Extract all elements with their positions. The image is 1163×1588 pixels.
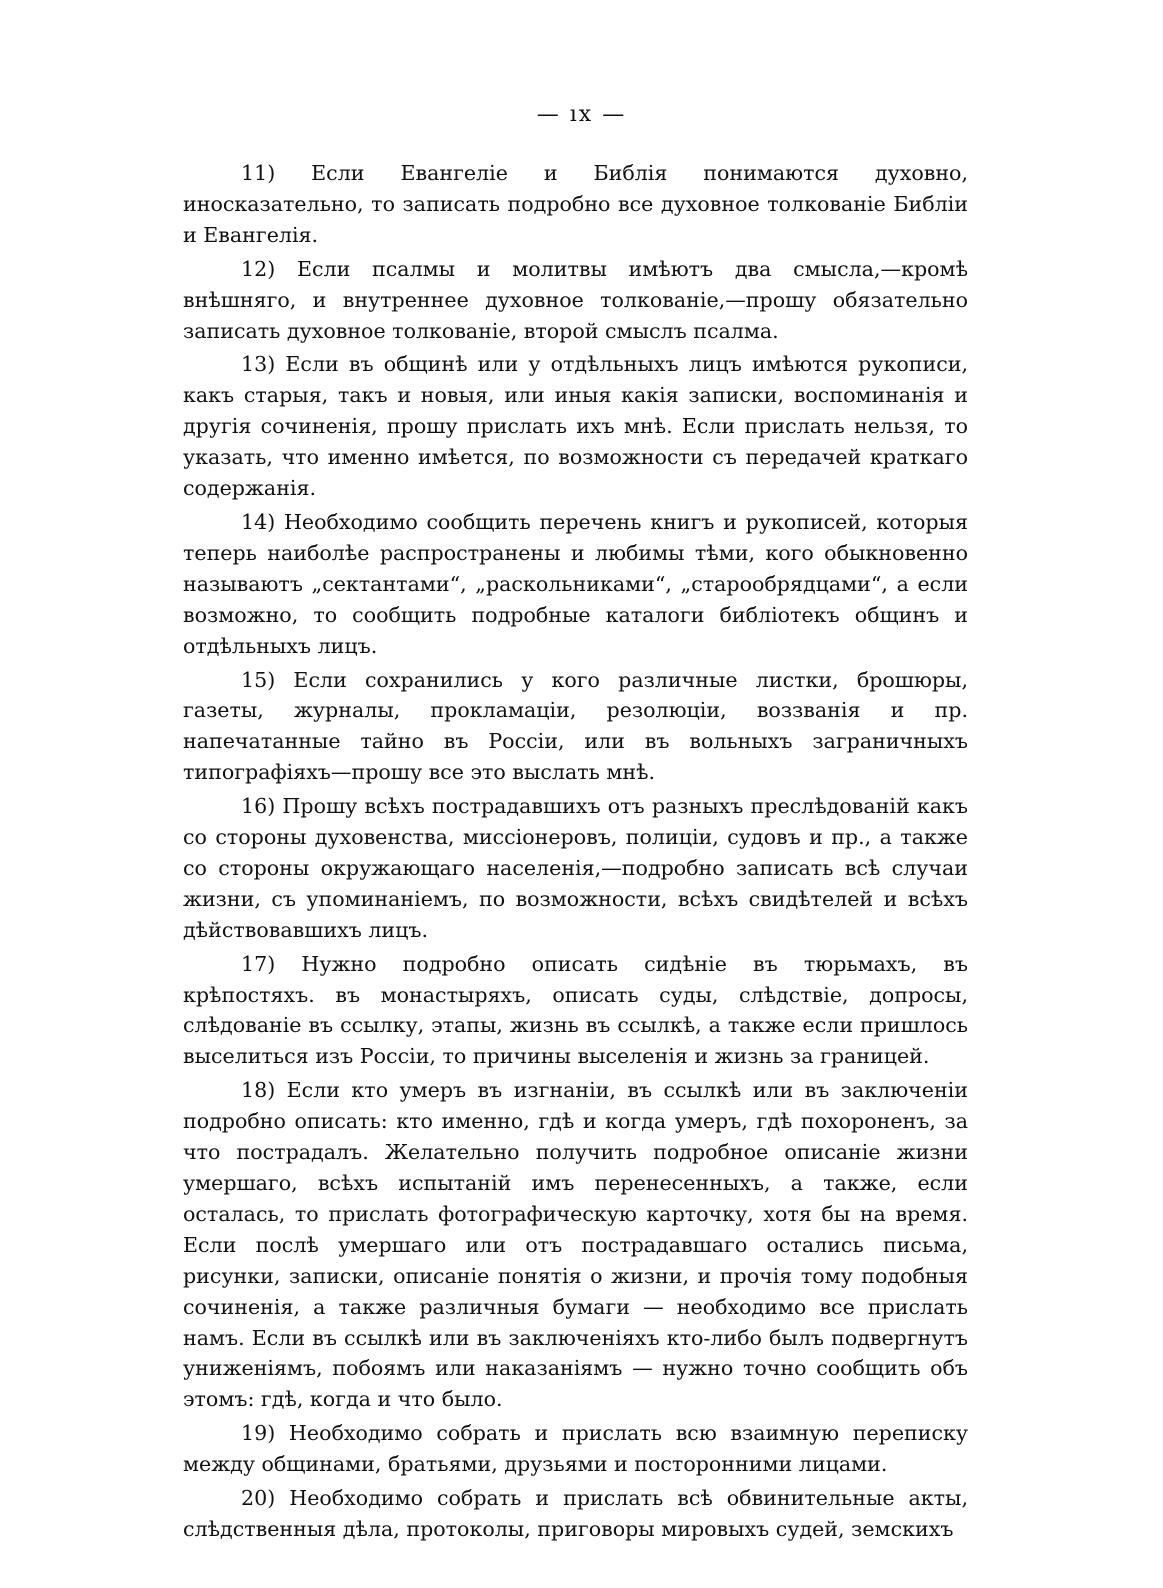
paragraph-13: 13) Если въ общинѣ или у отдѣльныхъ лицъ имѣются рукописи, какъ старыя, такъ и новыя, или иныя какія записки, воспоминанія и другія сочиненія, прошу прислать ихъ мнѣ. Если прислать нельзя, то указать, что именно имѣется, по возможности съ передачей краткаго содержанія. <box>183 352 968 501</box>
text-body <box>183 158 968 1545</box>
paragraph-11: 11) Если Евангеліе и Библія понимаются духовно, иносказательно, то записать подробно все духовное толкованіе Библіи и Евангелія. <box>183 161 968 247</box>
paragraph-20: 20) Необходимо собрать и прислать всѣ обвинительные акты, слѣдственныя дѣла, протоколы, приговоры мировыхъ судей, земскихъ <box>183 1486 968 1541</box>
page-number: — ıx — <box>536 102 627 127</box>
paragraph-17: 17) Нужно подробно описать сидѣніе въ тюрьмахъ, въ крѣпостяхъ. въ монастыряхъ, описать суды, слѣдствіе, допросы, слѣдованіе въ ссылку, этапы, жизнь въ ссылкѣ, а также если пришлось выселиться изъ Россіи, то причины выселенія и жизнь за границей. <box>183 951 968 1069</box>
paragraph-19: 19) Необходимо собрать и прислать всю взаимную переписку между общинами, братьями, друзьями и посторонними лицами. <box>183 1421 968 1477</box>
paragraph-16: 16) Прошу всѣхъ пострадавшихъ отъ разныхъ преслѣдованій какъ со стороны духовенства, миссіонеровъ, полиціи, судовъ и пр., а также со стороны окружающаго населенія,—подробно записать всѣ случаи жизни, съ упоминаніемъ, по возможности, всѣхъ свидѣтелей и всѣхъ дѣйствовавшихъ лицъ. <box>183 794 968 942</box>
paragraph-12: 12) Если псалмы и молитвы имѣютъ два смысла,—кромѣ внѣшняго, и внутреннее духовное толкованіе,—прошу обязательно записать духовное толкованіе, второй смыслъ псалма. <box>183 256 968 343</box>
paragraph-14: 14) Необходимо сообщить перечень книгъ и рукописей, которыя теперь наиболѣе распространены и любимы тѣми, кого обыкновенно называютъ „сектантами“, „раскольниками“, „старообрядцами“, а если возможно, то сообщить подробные каталоги библіотекъ общинъ и отдѣльныхъ лицъ. <box>183 509 968 658</box>
paragraph-15: 15) Если сохранились у кого различные листки, брошюры, газеты, журналы, прокламаціи, резолюціи, воззванія и пр. напечатанные тайно въ Россіи, или въ вольныхъ заграничныхъ типографіяхъ—прошу все это выслать мнѣ. <box>183 667 968 785</box>
paragraph-18: 18) Если кто умеръ въ изгнаніи, въ ссылкѣ или въ заключеніи подробно описать: кто именно, гдѣ и когда умеръ, гдѣ похороненъ, за что пострадалъ. Желательно получить подробное описаніе жизни умершаго, всѣхъ испытаній имъ перенесенныхъ, а также, если осталась, то прислать фотографическую карточку, хотя бы на время. Если послѣ умершаго или отъ пострадавшаго остались письма, рисунки, записки, описаніе понятія о жизни, и прочія тому подобныя сочиненія, а также различныя бумаги — необходимо все прислать намъ. Если въ ссылкѣ или въ заключеніяхъ кто-либо былъ подвергнутъ униженіямъ, побоямъ или наказаніямъ — нужно точно сообщить объ этомъ: гдѣ, когда и что было. <box>183 1078 968 1412</box>
